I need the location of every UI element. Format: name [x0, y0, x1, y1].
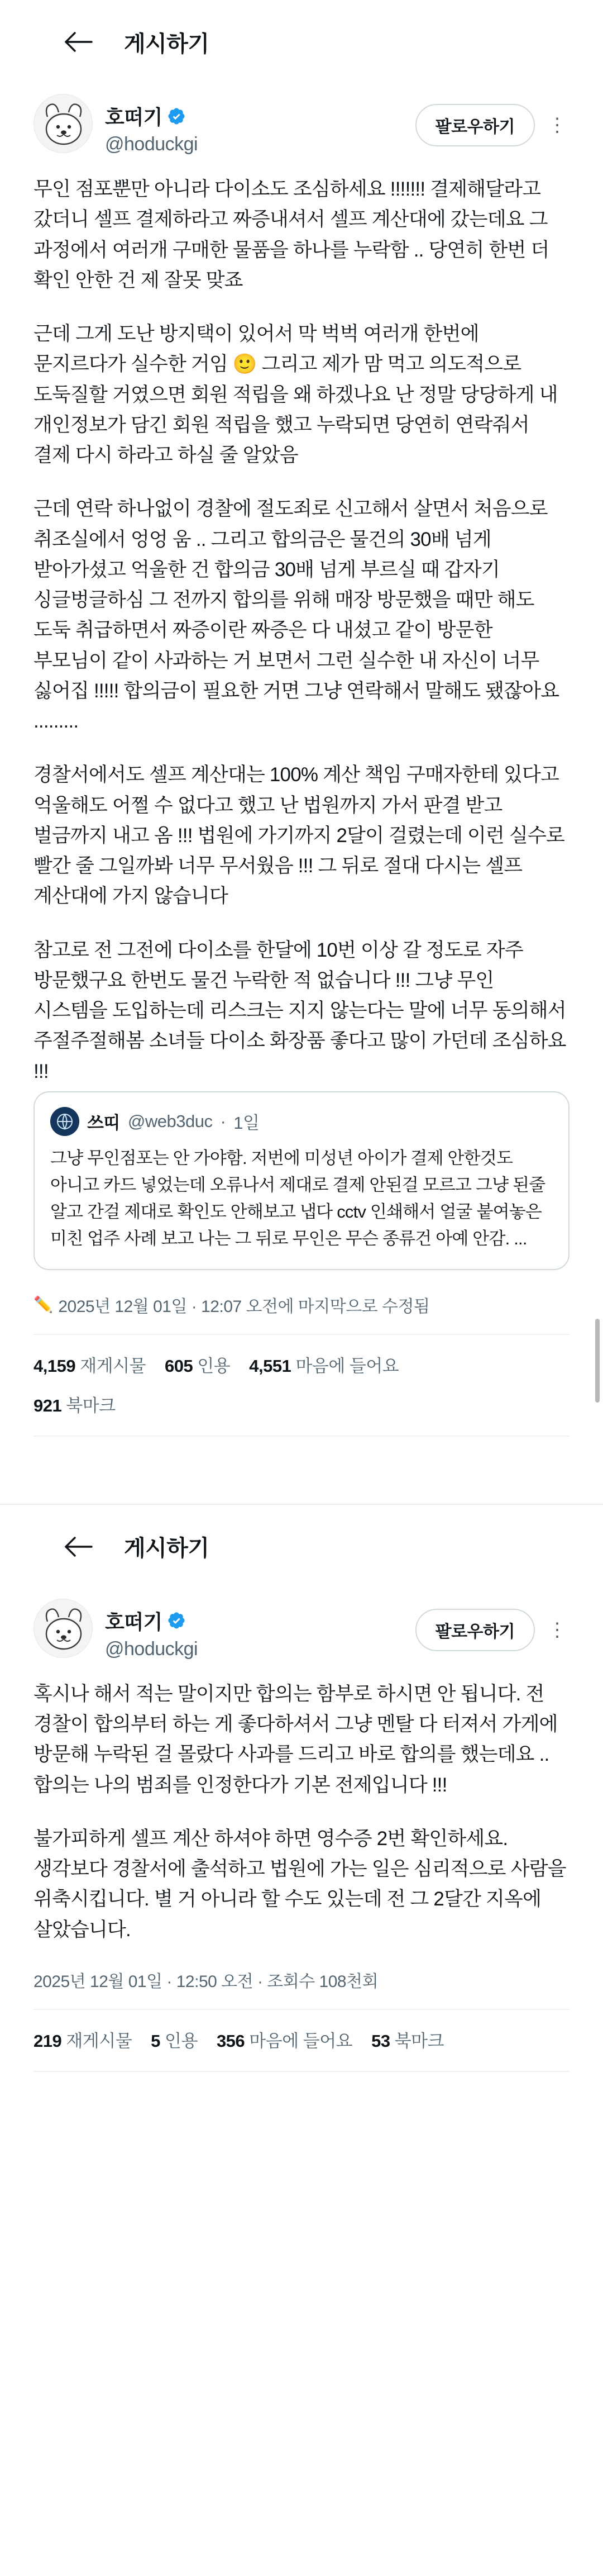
post-paragraph: 참고로 전 그전에 다이소를 한달에 10번 이상 갈 정도로 자주 방문했구요 한번도 물건 누락한 적 없습니다 !!! 그냥 무인 시스템을 도입하는데 리스크는 지지 않는다는 말에 너무 동의해서 주절주절해봄 소녀들 다이소 화장품 좋다고 많이 가던데 조심하요 !!! [34, 939, 566, 1082]
post-card-2 [0, 1505, 603, 2072]
quoted-post-text: 그냥 무인점포는 안 가야함. 저번에 미성년 아이가 결제 안한것도 아니고 카드 넣었는데 오류나서 제대로 결제 안된걸 모르고 그냥 된줄 알고 간걸 제대로 확인도 안해보고 냅다 cctv 인쇄해서 얼굴 붙여놓은 미친 업주 사례 보고 나는 그 뒤로 무인은 무슨 종류건 아예 안감. ... [50, 1148, 545, 1248]
card-gap [0, 1437, 603, 1504]
stat-likes[interactable]: 4,551 마음에 들어요 [249, 1356, 399, 1376]
quoted-separator: · [220, 1111, 226, 1131]
quoted-author-handle: @web3duc [127, 1111, 213, 1131]
post-paragraph: 근데 그게 도난 방지택이 있어서 막 벅벅 여러개 한번에 문지르다가 실수한 거임 🙂 그리고 제가 맘 먹고 의도적으로 도둑질할 거였으면 회원 적립을 왜 하겠나요 난 정말 당당하게 내 개인정보가 담긴 회원 적립을 했고 누락되면 당연히 연락줘서 결제 다시 하라고 하실 줄 알았음 [34, 323, 558, 466]
dog-avatar-icon[interactable] [34, 1599, 93, 1658]
follow-button[interactable]: 팔로우하기 [415, 104, 535, 146]
post-stats-row-2 [0, 1377, 603, 1417]
dog-avatar-icon[interactable] [34, 94, 93, 153]
post-header-1 [0, 94, 603, 155]
back-arrow-icon[interactable] [60, 1529, 96, 1565]
stat-quotes[interactable]: 605 인용 [165, 1356, 231, 1376]
stat-bookmarks[interactable]: 921 북마크 [34, 1395, 116, 1415]
author-display-name[interactable]: 호떠기 [105, 106, 162, 129]
post-body-2 [0, 1679, 603, 1945]
stat-quotes[interactable]: 5 인용 [151, 2031, 198, 2051]
author-info-1 [105, 94, 415, 155]
quoted-post-header [50, 1107, 553, 1136]
header-actions-1 [415, 94, 570, 146]
author-info-2 [105, 1599, 415, 1660]
author-display-name[interactable]: 호떠기 [105, 1610, 162, 1633]
quoted-post[interactable] [34, 1091, 570, 1270]
stat-reposts[interactable]: 4,159 재게시물 [34, 1356, 146, 1376]
quoted-author-name: 쓰띠 [87, 1113, 120, 1133]
divider [34, 2071, 570, 2072]
topbar-2 [0, 1505, 603, 1589]
stat-reposts[interactable]: 219 재게시물 [34, 2031, 132, 2051]
pencil-icon: ✏️ [34, 1296, 53, 1314]
scrollbar-thumb[interactable] [595, 1319, 600, 1403]
stat-bookmarks[interactable]: 53 북마크 [371, 2031, 444, 2051]
topbar-1 [0, 0, 603, 84]
follow-button[interactable]: 팔로우하기 [415, 1609, 535, 1651]
post-paragraph: 경찰서에서도 셀프 계산대는 100% 계산 책임 구매자한테 있다고 억울해도 어쩔 수 없다고 했고 난 법원까지 가서 판결 받고 벌금까지 내고 옴 !!! 법원에 가기까지 2달이 걸렸는데 이런 실수로 빨간 줄 그일까봐 너무 무서웠음 !!! 그 뒤로 절대 다시는 셀프 계산대에 가지 않습니다 [34, 764, 565, 907]
post-body-1 [0, 174, 603, 1087]
post-paragraph: 혹시나 해서 적는 말이지만 합의는 함부로 하시면 안 됩니다. 전 경찰이 합의부터 하는 게 좋다하셔서 그냥 멘탈 다 터져서 가게에 방문해 누락된 걸 몰랐다 사과를 드리고 바로 합의를 했는데요 .. 합의는 나의 범죄를 인정한다가 기본 전제입니다 !!! [34, 1683, 558, 1796]
post-paragraph: 근데 연락 하나없이 경찰에 절도죄로 신고해서 살면서 처음으로 취조실에서 엉엉 움 .. 그리고 합의금은 물건의 30배 넘게 받아가셨고 억울한 건 합의금 30배 넘게 부르실 때 갑자기 싱글벙글하심 그 전까지 합의를 위해 매장 방문했을 때만 해도 도둑 취급하면서 짜증이란 짜증은 다 내셨고 같이 방문한 부모님이 같이 사과하는 거 보면서 그런 실수한 내 자신이 너무 싫어집 !!!!! 합의금이 필요한 거면 그냥 연락해서 말해도 됐잖아요 ......... [34, 498, 559, 732]
stat-likes[interactable]: 356 마음에 들어요 [216, 2031, 353, 2051]
more-options-icon[interactable]: ⋮ [548, 1619, 567, 1641]
author-handle[interactable]: @hoduckgi [105, 1638, 198, 1660]
post-header-2 [0, 1599, 603, 1660]
page-title: 게시하기 [124, 31, 209, 56]
author-handle[interactable]: @hoduckgi [105, 134, 198, 155]
verified-badge-icon [167, 107, 186, 126]
post-meta-1 [0, 1292, 603, 1317]
post-stats-row-1 [0, 1335, 603, 1377]
globe-avatar-icon[interactable] [50, 1107, 79, 1136]
post-timestamp: 2025년 12월 01일 · 12:07 오전에 마지막으로 수정됨 [58, 1297, 430, 1316]
post-meta-2: 2025년 12월 01일 · 12:50 오전 · 조회수 108천회 [34, 1972, 379, 1991]
more-options-icon[interactable]: ⋮ [548, 115, 567, 136]
page-title: 게시하기 [124, 1536, 209, 1561]
post-stats-row-3 [0, 2010, 603, 2052]
verified-badge-icon [167, 1611, 186, 1630]
post-paragraph: 무인 점포뿐만 아니라 다이소도 조심하세요 !!!!!!! 결제해달라고 갔더니 셀프 결제하라고 짜증내셔서 셀프 계산대에 갔는데요 그 과정에서 여러개 구매한 물품을 하나를 누락함 .. 당연히 한번 더 확인 안한 건 제 잘못 맞죠 [34, 178, 549, 291]
post-paragraph: 불가피하게 셀프 계산 하셔야 하면 영수증 2번 확인하세요. 생각보다 경찰서에 출석하고 법원에 가는 일은 심리적으로 사람을 위축시킵니다. 별 거 아니라 할 수도 있는데 전 그 2달간 지옥에 살았습니다. [34, 1827, 566, 1941]
header-actions-2 [415, 1599, 570, 1651]
quoted-timestamp: 1일 [233, 1113, 260, 1133]
back-arrow-icon[interactable] [60, 24, 96, 60]
